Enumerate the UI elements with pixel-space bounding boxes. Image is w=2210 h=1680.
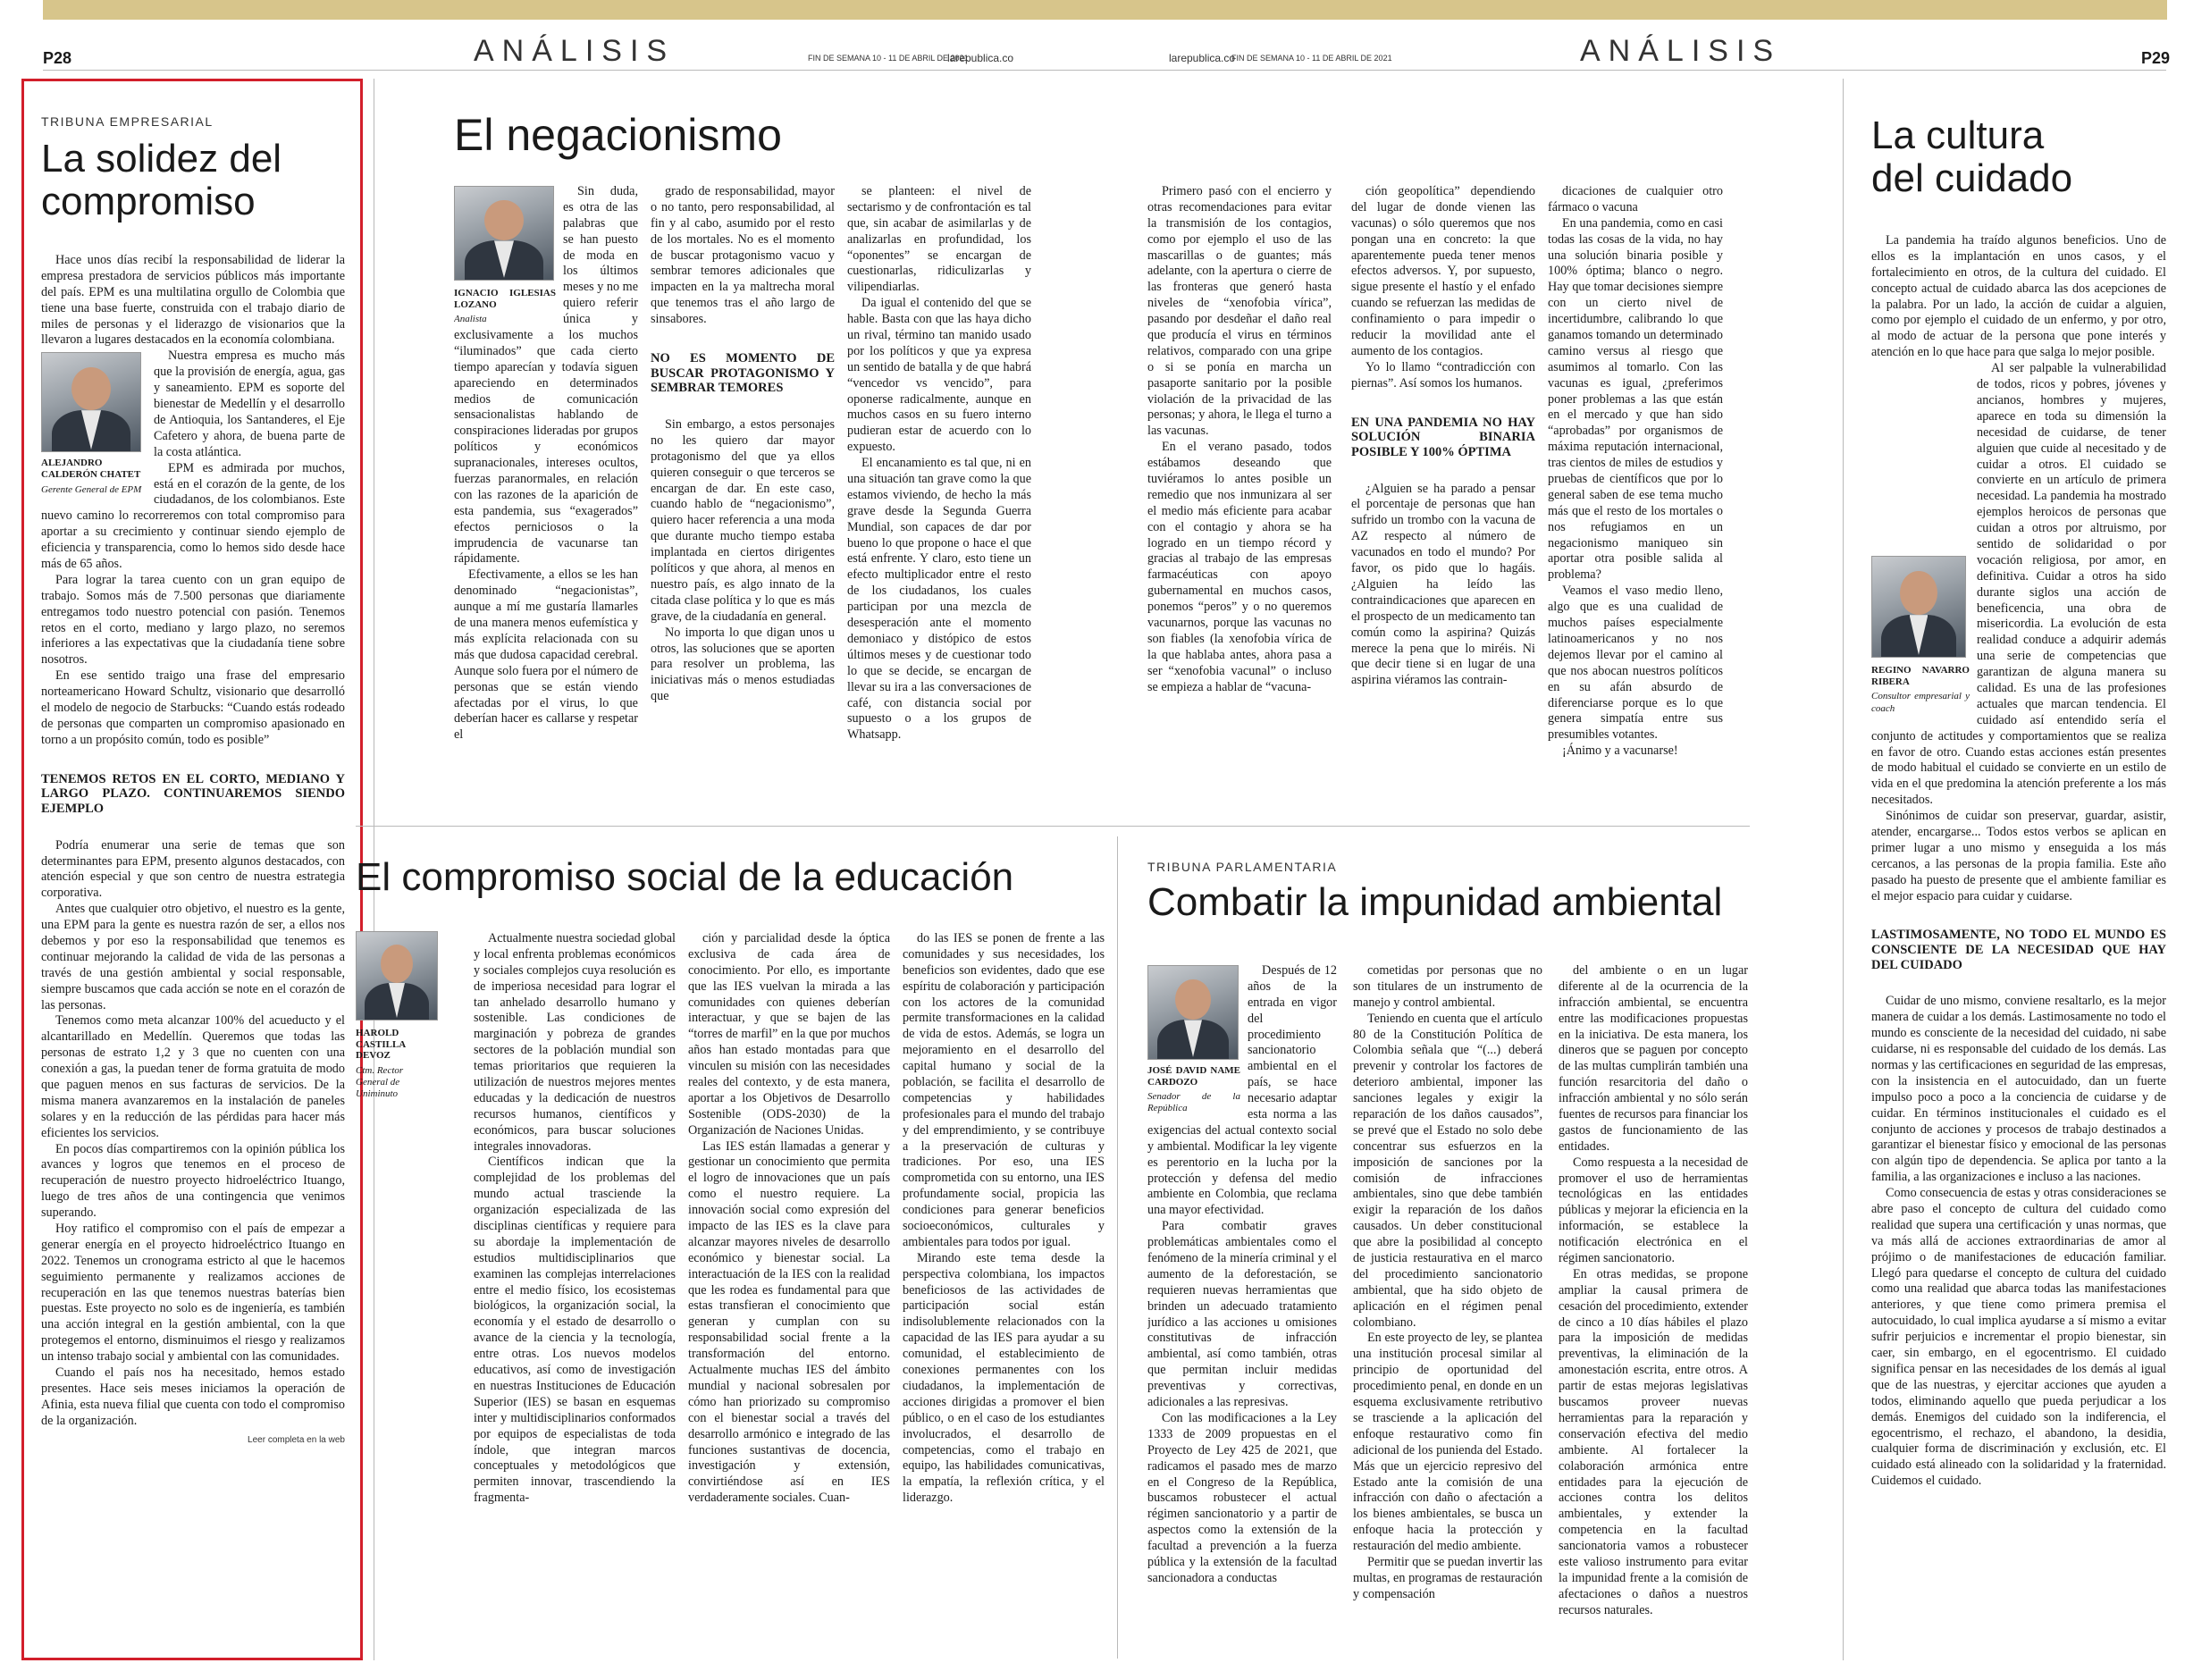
article-title: El compromiso social de la educación — [356, 856, 1014, 899]
paragraph: Da igual el contenido del que se hable. Basta con que las haya dicho un rival, término tan manido usado por los políticos y que ya expresa un sentido de batalla y de que habrá “vencedor vs vencido”, para oponerse radicalmente, aunque en muchos casos en su fuero interno pudieran estar de acuerdo con lo expuesto. — [847, 296, 1031, 455]
author-box — [1147, 965, 1240, 1115]
paragraph: Nuestra empresa es mucho más que la provisión de energía, agua, gas y saneamiento. EPM es soporte del bienestar de Medellín y el desarrollo de Antioquia, los Santanderes, el Eje Cafetero y ahora, de buena parte de la costa atlántica. — [154, 349, 345, 459]
article-column — [1548, 184, 1723, 760]
subheading: EN UNA PANDEMIA NO HAY SOLUCIÓN BINARIA POSIBLE Y 100% ÓPTIMA — [1351, 415, 1535, 459]
article-title: La cultura del cuidado — [1871, 114, 2073, 200]
top-color-band — [0, 0, 2210, 20]
author-name: HAROLD CASTILLA DEVOZ — [356, 1028, 406, 1062]
paragraph: do las IES se ponen de frente a las comunidades y sus necesidades, los beneficios son evidentes, dado que ese espíritu de colaboración y participación con los actores de la comunidad permite transformaciones en la calidad de vida de estos. Además, se logra un mejoramiento en el desarrollo del capital humano y social de la población, se facilita el desarrollo de competencias y habilidades profesionales para el mundo del trabajo y del emprendimiento, y se contribuye a la preservación de culturas y tradiciones. Por eso, una IES comprometida con su entorno, una IES profundamente social, propicia las condiciones para generar beneficios socioeconómicos, culturales y ambientales para todos por igual. — [903, 931, 1105, 1249]
author-name: IGNACIO IGLESIAS LOZANO — [454, 288, 556, 310]
article-title: Combatir la impunidad ambiental — [1147, 880, 1723, 924]
paragraph: EPM es admirada por muchos, está en el corazón de la gente, de los ciudadanos, de los colombianos. Este nuevo camino lo recorreremos con total compromiso para aportar a su crecimiento y continuar siendo ejemplo de eficiencia y transparencia, como lo hemos sido desde hace más de 65 años. — [41, 460, 345, 571]
paragraph: Sin duda, es otra de las palabras que se han puesto de moda en los últimos meses y no me quiero referir única y exclusivamente a los muchos “iluminados” que cada cierto tiempo aparecían y todavía siguen apareciendo en determinados medios de comunicación sensacionalistas hablando de conspiraciones lideradas por grupos políticos y económicos supranacionales, intereses ocultos, fuerzas paranormales, en relación con las razones de la aparición de esta pandemia, sus “exagerados” efectos perniciosos o la imprudencia de vacunarse tan rápidamente. — [454, 184, 638, 567]
article-column — [1147, 963, 1337, 1587]
paragraph: Teniendo en cuenta que el artículo 80 de la Constitución Política de Colombia señala que “(...) deberá prevenir y controlar los factores de deterioro ambiental, imponer las sanciones legales y exigir la reparación de los daños causados”, se prevé que el Estado no solo debe concentrar sus esfuerzos en la imposición de sanciones por la comisión de infracciones ambientales, sino que debe también exigir la reparación de los daños causados. Un deber constitucional que abre la posibilidad al concepto de justicia restaurativa en el marco del procedimiento sancionatorio ambiental, que ha sido objeto de aplicación en el régimen penal colombiano. — [1353, 1011, 1542, 1330]
dateline-right: FIN DE SEMANA 10 - 11 DE ABRIL DE 2021 — [1231, 54, 1392, 63]
paragraph: No importa lo que digan unos u otros, las soluciones que se aporten para resolver un problema, las iniciativas más o menos estudiadas que — [651, 625, 835, 704]
paragraph: ¡Ánimo y a vacunarse! — [1562, 743, 1678, 759]
paragraph: El encanamiento es tal que, ni en una situación tan grave como la que estamos viviendo, de hecho la más grave desde la Segunda Guerra Mundial, son capaces de dar por bueno lo que propone o hace el que está enfrente. Y claro, esto tiene un efecto multiplicador entre el resto de los ciudadanos, los cuales participan por una mezcla de desesperación ante el momento demoniaco y distópico de estos últimos meses y de cuestionar todo lo que se decide, se encargan de llevar su ira a las conversaciones de café, con distancia social por supuesto o a los grupos de Whatsapp. — [847, 456, 1031, 743]
paragraph: Con las modificaciones a la Ley 1333 de 2009 propuestas en el Proyecto de Ley 425 de 2021, que radicamos el pasado mes de marzo en el Congreso de la República, buscamos robustecer el actual régimen sancionatorio y a partir de aspectos como la extensión de la facultad a prevención a la fuerza pública y la extensión de la facultad sancionadora a conductas — [1147, 1410, 1337, 1585]
subheading: LASTIMOSAMENTE, NO TODO EL MUNDO ES CONSCIENTE DE LA NECESIDAD QUE HAY DEL CUIDADO — [1871, 928, 2166, 972]
paragraph: En ese sentido traigo una frase del empresario norteamericano Howard Schultz, visionario que desarrolló el modelo de negocio de Starbucks: “Cuando estás rodeado de personas que comparten un compromiso apasionado en torno a un propósito común, todo es posible” — [41, 668, 345, 747]
paragraph: Efectivamente, a ellos se les han denominado “negacionistas”, aunque a mí me gustaría llamarles de una manera menos eufemística y más explícita relacionada con su más que dudosa capacidad cerebral. Aunque solo fuera por el número de personas que se están viendo afectadas por el virus, lo que deberían hacer es callarse y respetar el — [454, 567, 638, 743]
article-column — [1559, 963, 1748, 1619]
author-photo — [1147, 965, 1239, 1060]
paragraph: Permitir que se puedan invertir las multas, en programas de restauración y compensación — [1353, 1554, 1542, 1601]
paragraph: ción geopolítica” dependiendo del lugar de donde vienen las vacunas) o sólo queremos que nos pongan una en concreto: la que aparentemente pueda tener menos efectos adversos. Y, por supuesto, sigue presente el hastío y el enfado cuando se refuerzan las medidas de confinamiento o para impedir o reducir la movilidad ante el aumento de los contagios. — [1351, 184, 1535, 358]
paragraph: Las IES están llamadas a generar y gestionar un conocimiento que permita el logro de innovaciones que un país como el nuestro requiere. La innovación social como expresión del impacto de las IES es la clave para alcanzar mayores niveles de desarrollo económico y bienestar social. La interactuación de la IES con la realidad que les rodea es fundamental para que estas transfieran el conocimiento que generan y cumplan con su responsabilidad social frente a la transformación del entorno. Actualmente muchas IES del ámbito mundial y nacional sobresalen por cómo han priorizado su compromiso con el bienestar social a través del desarrollo armónico e integrado de las funciones sustantivas de docencia, investigación y extensión, convirtiéndose así en IES verdaderamente sociales. Cuan- — [688, 1138, 890, 1506]
column-divider — [1117, 836, 1118, 1659]
page-number-right: P29 — [2141, 49, 2171, 67]
paragraph: Sinónimos de cuidar son preservar, guardar, asistir, atender, encargarse... Todos estos verbos se aplican en primer lugar a uno mismo y enseguida a los más cercanos, a las personas de la propia familia. Este año pasado ha puesto de presente que el ambiente familiar es el mejor espacio para cuidar y cuidarse. — [1871, 809, 2166, 903]
article-title: La solidez del compromiso — [41, 137, 282, 223]
paragraph: Podría enumerar una serie de temas que son determinantes para EPM, presento algunos destacados, con atención especial y que son centro de nuestra estrategia corporativa. — [41, 837, 345, 901]
paragraph: se planteen: el nivel de sectarismo y de confrontación es tal que, sin acabar de asimilarlas y de analizarlas en profundidad, los “oponentes” se encargan de cuestionarlas, ridiculizarlas y vilipendiarlas. — [847, 184, 1031, 295]
subheading: TENEMOS RETOS EN EL CORTO, MEDIANO Y LARGO PLAZO. CONTINUAREMOS SIENDO EJEMPLO — [41, 771, 345, 816]
article-column — [688, 931, 890, 1507]
kicker: TRIBUNA PARLAMENTARIA — [1147, 860, 1338, 874]
section-title-right: ANÁLISIS — [1580, 34, 1782, 68]
paragraph: Después de 12 años de la entrada en vigor del procedimiento sancionatorio ambiental en el país, se hace necesario adaptar esta norma a las exigencias del actual contexto social y ambiental. Modificar la ley vigente es perentorio en la lucha por la protección y defensa del medio ambiente en Colombia, que reclama una mayor efectividad. — [1147, 963, 1337, 1218]
paragraph: Como consecuencia de estas y otras consideraciones se abre paso el concepto de cultura del cuidado como realidad que supera una certificación y unas normas, que va más allá de acciones extraordinarias de amor al prójimo o de manifestaciones de educación familiar. Llegó para quedarse el concepto de cultura del cuidado como una realidad que abarca todas las manifestaciones anteriores, y que tiene como primera premisa el autocuidado, lo cual implica ayudarse a sí mismo a evitar sufrir perjuicios e incrementar el propio bienestar, sin caer, sin embargo, en el egocentrismo. El cuidado significa pensar en las necesidades de los demás al igual que de las nuestras, y ejercitar acciones que ayuden a todos, eliminando aquello que pueda perjudicar a los demás. Enemigos del cuidado son la indiferencia, el egocentrismo, el rechazo, el abandono, la desidia, cualquier forma de discriminación y exclusión, etc. El cuidado está alineado con la solidaridad y la fraternidad. Cuidemos el cuidado. — [1871, 1186, 2166, 1489]
article-body — [41, 253, 345, 1430]
article-title: El negacionismo — [454, 111, 782, 160]
dateline-left: FIN DE SEMANA 10 - 11 DE ABRIL DE 2021 — [808, 54, 969, 63]
paragraph: Para combatir graves problemáticas ambientales como el fenómeno de la minería criminal y el aumento de la deforestación, se requieren nuevas herramientas que brinden un adecuado tratamiento jurídico a las acciones u omisiones constitutivas de infracción ambiental, así como también, otras que permitan incluir medidas preventivas y correctivas, adicionales a las represivas. — [1147, 1219, 1337, 1410]
kicker: TRIBUNA EMPRESARIAL — [41, 114, 214, 129]
paragraph: Al ser palpable la vulnerabilidad de todos, ricos y pobres, jóvenes y ancianos, hombres y mujeres, aparece en toda su dimensión la necesidad de cuidarse, de tener alguien que cuide al necesitado y de cuidar a otros. El cuidado se convierte en un artículo de primera necesidad. La pandemia ha mostrado ejemplos heroicos de personas que cuidan a otros por altruismo, por sentido de solidaridad o por vocación religiosa, por amor, en definitiva. Cuidar a otros ha sido durante siglos una acción de beneficencia, una obra de misericordia. La evolución de esta realidad conduce a adquirir además una serie de competencias que garantizan de alguna manera su calidad. Es una de las profesiones actuales que marcan tendencia. El cuidado así entendido sería el conjunto de actitudes y comportamientos que se realiza en favor de otro. Cuando estas acciones están presentes de modo habitual el cuidado se convierte en un estilo de vida en el que predomina la atención preferente a los más necesitados. — [1871, 361, 2166, 808]
author-role: Consultor empresarial y coach — [1871, 691, 1970, 714]
site-url-left[interactable]: larepublica.co — [947, 52, 1014, 64]
paragraph: ¿Alguien se ha parado a pensar el porcentaje de personas que han sufrido un trombo con la vacuna de AZ respecto al número de vacunados en todo el mundo? Por favor, os pido que lo hagáis. ¿Alguien ha leído las contraindicaciones que aparecen en el prospecto de un medicamento tan común como la aspirina? Quizás merece la pena que lo miréis. Ni que decir tiene si en lugar de una aspirina viéramos las contrain- — [1351, 481, 1535, 688]
article-column — [903, 931, 1105, 1507]
paragraph: Cuando el país nos ha necesitado, hemos estado presentes. Hace seis meses iniciamos la operación de Afinia, esta nueva filial que cuenta con todo el compromiso de la organización. — [41, 1365, 345, 1428]
subheading: NO ES MOMENTO DE BUSCAR PROTAGONISMO Y SEMBRAR TEMORES — [651, 351, 835, 396]
paragraph: cometidas por personas que no son titulares de un instrumento de manejo y control ambiental. — [1353, 963, 1542, 1010]
paragraph: del ambiente o en un lugar diferente al de la ocurrencia de la infracción ambiental, se encuentra entre las modificaciones propuestas en la iniciativa. De esta manera, los dineros que se paguen por concepto de las multas cumplirán también una función resarcitoria del daño o infracción ambiental y no sólo serán fuentes de recursos para financiar los gastos de funcionamiento de las entidades. — [1559, 963, 1748, 1154]
section-title-left: ANÁLISIS — [474, 34, 676, 68]
article-solidez — [41, 114, 345, 1445]
article-cuidado — [1871, 114, 2166, 1660]
paragraph: En pocos días compartiremos con la opinión pública los avances y logros que tenemos en el proceso de recuperación de nuestro proyecto hidroeléctrico Ituango, luego de tres años de una contingencia que venimos superando. — [41, 1141, 345, 1221]
author-role: Senador de la República — [1147, 1091, 1240, 1114]
paragraph: Sin embargo, a estos personajes no les quiero dar mayor protagonismo del que ya ellos quieren conseguir o que terceros se encargan de dar. En este caso, cuando hablo de “negacionismo”, quiero hacer referencia a una moda que durante mucho tiempo estaba implantada en ciertos dirigentes políticos y que ahora, al menos en nuestro país, es algo innato de la citada clase política y lo que es más grave, de la ciudadanía en general. — [651, 417, 835, 624]
column-divider — [1843, 79, 1844, 1660]
article-column — [474, 931, 676, 1507]
paragraph: grado de responsabilidad, mayor o no tanto, pero responsabilidad, al fin y al cabo, asumido por el resto de los mortales. No es el momento de buscar protagonismo vacuo y sembrar temores adicionales que impacten en la ya maltrecha moral que tenemos tras el año largo de sinsabores. — [651, 184, 835, 327]
article-column — [1353, 963, 1542, 1603]
author-name: ALEJANDRO CALDERÓN CHATET — [41, 458, 141, 481]
paragraph: En una pandemia, como en casi todas las cosas de la vida, no hay una solución binaria posible y 100% óptima; blanco o negro. Hay que tomar decisiones siempre con un cierto nivel de incertidumbre, calibrando lo que ganamos tomando un determinado camino versus al riesgo que asumimos al tomarlo. Con las vacunas es igual, ¿preferimos poner problemas a las que están en el mercado y que han sido “aprobadas” por organismos de máxima reputación internacional, tras cientos de miles de estudios y pruebas de científicos que por lo general saben de ese tema mucho más que el resto de los mortales o nos refugiamos en un negacionismo maniqueo sin aportar otra posible salida al problema? — [1548, 215, 1723, 583]
paragraph: Cuidar de uno mismo, conviene resaltarlo, es la mejor manera de cuidar a los demás. Lastimosamente no todo el mundo es consciente de la necesidad del cuidado, ni sabe cuidarse, ni es responsable del cuidado de los demás. Las normas y las certificaciones en seguridad de las empresas, con la insistencia en el autocuidado, dan un fuerte impulso poco a poco a la conciencia de cuidarse y de cuidar. En términos institucionales el cuidado es el conjunto de acciones y procesos de trabajo destinados a garantizar el bienestar físico y emocional de las personas con algún tipo de dependencia. Se aplica por tanto a la familia, a las organizaciones e incluso a las naciones. — [1871, 994, 2166, 1185]
paragraph: Hace unos días recibí la responsabilidad de liderar la empresa prestadora de servicios públicos más importante del país. EPM es una multilatina orgullo de Colombia que tiene una base fuerte, construida con el trabajo diario de miles de personas y el liderazgo de visionarios que la llevaron a lugares destacados en la economía colombiana. — [41, 253, 345, 348]
article-column — [847, 184, 1031, 743]
author-photo — [1871, 556, 1966, 658]
article-educacion — [356, 856, 1106, 1660]
page-number-left: P28 — [43, 49, 72, 67]
article-column — [1351, 184, 1535, 689]
paragraph: ción y parcialidad desde la óptica exclusiva de cada área de conocimiento. Por ello, es importante que las IES vuelvan la mirada a las comunidades con quienes deberían interactuar, y que se bajen de las “torres de marfil” en la que por muchos años han estado montadas para que vinculen su misión con las necesidades reales del contexto, y de esta manera, aportar a los Objetivos de Desarrollo Sostenible (ODS-2030) de la Organización de Naciones Unidas. — [688, 931, 890, 1138]
article-negacionismo — [454, 111, 1723, 826]
paragraph: Como respuesta a la necesidad de promover el uso de herramientas tecnológicas en las entidades públicas y mejorar la eficiencia en la información, se establece la notificación electrónica en el régimen sancionatorio. — [1559, 1155, 1748, 1266]
paragraph: Hoy ratifico el compromiso con el país de empezar a generar energía en el proyecto hidroeléctrico Ituango en 2022. Tenemos un cronograma estricto al que le hacemos seguimiento permanente y realizamos acciones de recuperación en las que tenemos nuestras baterías bien puestas. Este proyecto no solo es de ingeniería, es también una acción integral en la gestión ambiental, con la que protegemos el entorno, disminuimos el riesgo y realizamos un intenso trabajo social y ambiental con las comunidades. — [41, 1222, 345, 1365]
author-box — [1871, 556, 1970, 715]
article-column — [1147, 184, 1332, 696]
paragraph: Antes que cualquier otro objetivo, el nuestro es la gente, una EPM para la gente es nuestra razón de ser, a ellos nos debemos y por eso la responsabilidad que tenemos es continuar mejorando la calidad de vida de las personas a través de una gestión ambiental y social responsable, siempre buscamos que cada acción se note en el corazón de las personas. — [41, 902, 345, 1012]
author-photo — [454, 186, 554, 281]
author-box — [41, 352, 147, 495]
author-name: JOSÉ DAVID NAME CARDOZO — [1147, 1065, 1240, 1088]
author-box — [356, 931, 436, 1100]
paragraph: En otras medidas, se propone ampliar la causal primera de cesación del procedimiento, extender de cinco a 10 días hábiles el plazo para la imposición de medidas preventivas, la eliminación de la amonestación escrita, entre otros. A partir de estas mejoras legislativas buscamos proveer nuevas herramientas para la reparación y conservación efectiva del medio ambiente. Al fortalecer la colaboración armónica entre entidades para la ejecución de acciones contra los delitos ambientales, y extender la competencia en la facultad sancionatoria vamos a robustecer este valioso instrumento para evitar la impunidad frente a la comisión de afectaciones o daños a nuestros recursos naturales. — [1559, 1266, 1748, 1617]
article-impunidad — [1147, 860, 1755, 1660]
paragraph: Mirando este tema desde la perspectiva colombiana, los impactos beneficiosos de las actividades de participación social están indisolublemente relacionados con la capacidad de las IES para ayudar a su comunidad, el establecimiento de conexiones permanentes con los ciudadanos, la implementación de acciones dirigidas a promover el bien público, o en el caso de los estudiantes involucrados, el desarrollo de competencias, como el trabajo en equipo, las habilidades comunicativas, la empatía, la reflexión crítica, y el liderazgo. — [903, 1250, 1105, 1506]
header-rule — [43, 70, 2166, 71]
paragraph: En este proyecto de ley, se plantea una institución procesal similar al principio de oportunidad del procedimiento penal, en donde en un esquema exclusivamente retributivo se trasciende a la aplicación del enfoque restaurativo como fin adicional de los punienda del Estado. Más que un ejercicio represivo del Estado ante la comisión de una infracción con daño o afectación a los bienes ambientales, se busca un enfoque hacia la protección y restauración del medio ambiente. — [1353, 1331, 1542, 1554]
paragraph: Para lograr la tarea cuento con un gran equipo de trabajo. Somos más de 7.500 personas que diariamente entregamos todo nuestro potencial con pasión. Tenemos retos en el corto, mediano y largo plazo, no seremos inferiores a las expectativas que la ciudadanía tiene sobre nosotros. — [41, 572, 345, 668]
site-url-right[interactable]: larepublica.co — [1169, 52, 1236, 64]
paragraph: Científicos indican que la complejidad de los problemas del mundo actual trasciende la organización especializada de las disciplinas científicas y requiere para su abordaje la implementación de estudios multidisciplinarios que examinen las complejas interrelaciones entre el medio físico, los ecosistemas biológicos, la organización social, la economía y el estado de desarrollo o avance de la ciencia y la tecnología, entre otras. Los nuevos modelos educativos, así como de investigación en nuestras Instituciones de Educación Superior (IES) se basan en esquemas inter y multidisciplinarios conformados por equipos de especialistas de toda índole, que integran marcos conceptuales y metodológicos que permiten innovar, trascendiendo la fragmenta- — [474, 1155, 676, 1506]
author-name: REGINO NAVARRO RIBERA — [1871, 665, 1970, 687]
paragraph: Veamos el vaso medio lleno, algo que es una cualidad de muchos países especialmente latinoamericanos y no nos dejemos llevar por el camino al que nos abocan nuestros políticos en su afán absurdo de diferenciarse porque es lo que genera simpatía entre sus presumibles votantes. — [1548, 584, 1723, 743]
paragraph: La pandemia ha traído algunos beneficios. Uno de ellos es la implantación en unos casos, y el fortalecimiento en otros, de la cultura del cuidado. El concepto actual de cuidado abarca las dos acepciones de la palabra. Por un lado, la acción de cuidar a alguien, como por ejemplo el cuidado de un enfermo, y por otro, al modo de actuar de la persona que pone interés y atención en lo que hace para que salga lo mejor posible. — [1871, 233, 2166, 360]
paragraph: dicaciones de cualquier otro fármaco o vacuna — [1548, 184, 1723, 214]
paragraph: Actualmente nuestra sociedad global y local enfrenta problemas económicos y sociales complejos cuya resolución es de imperiosa necesidad para lograr el tan anhelado desarrollo humano y sostenible. Las condiciones de marginación y pobreza de grandes sectores de la población mundial son temas prioritarios que requieren la utilización de nuestros mejores mentes educadas y la dedicación de nuestros recursos humanos, científicos y económicos, para buscar soluciones integrales innovadoras. — [474, 931, 676, 1154]
paragraph: Yo lo llamo “contradicción con piernas”. Así somos los humanos. — [1351, 359, 1535, 391]
paragraph: En el verano pasado, todos estábamos deseando que tuviéramos lo antes posible un remedio que nos inmunizara al ser el medio más eficiente para acabar con el contagio y ahora se ha logrado en un tiempo récord y gracias al trabajo de las empresas farmacéuticas con apoyo gubernamental en muchos casos, ponemos “peros” y o no queremos vacunarnos, porque las vacunas no son fiables (la xenofobia vírica de la que hablaba antes, ahora pasa a ser “xenofobia vacunal” o incluso se empieza a hablar de “vacuna- — [1147, 440, 1332, 694]
author-role: Ctm. Rector General de Uniminuto — [356, 1064, 404, 1100]
author-role: Analista — [454, 314, 487, 325]
article-body — [1871, 233, 2166, 1490]
section-divider — [356, 826, 1750, 827]
article-column — [454, 184, 638, 743]
author-photo — [356, 931, 438, 1021]
author-photo — [41, 352, 141, 452]
paragraph: Primero pasó con el encierro y otras recomendaciones para evitar la transmisión de los contagios, como por ejemplo el uso de las mascarillas o de guantes; más adelante, con la apertura o cierre de las fronteras que generó hasta niveles de “xenofobia vírica”, pasando por desdeñar el daño real que producía el virus en términos relativos, comparado con una gripe o si se ponía en marcha un pasaporte sanitario por la posible violación de la privacidad de las personas; y ahora, le llega el turno a las vacunas. — [1147, 184, 1332, 439]
author-box — [454, 186, 556, 325]
article-column — [651, 184, 835, 705]
author-role: Gerente General de EPM — [41, 483, 142, 495]
paragraph: Tenemos como meta alcanzar 100% del acueducto y el alcantarillado en Medellín. Queremos que todas las personas de estrato 1,2 y 3 que no cuenten con una conexión a gas, la puedan tener de forma gratuita de modo que paguen menos en sus facturas de servicios. De la misma manera avanzaremos en la instalación de paneles solares y en la reducción de las pérdidas para hacer más eficientes los servicios. — [41, 1013, 345, 1140]
read-more-link[interactable]: Leer completa en la web — [248, 1434, 345, 1445]
